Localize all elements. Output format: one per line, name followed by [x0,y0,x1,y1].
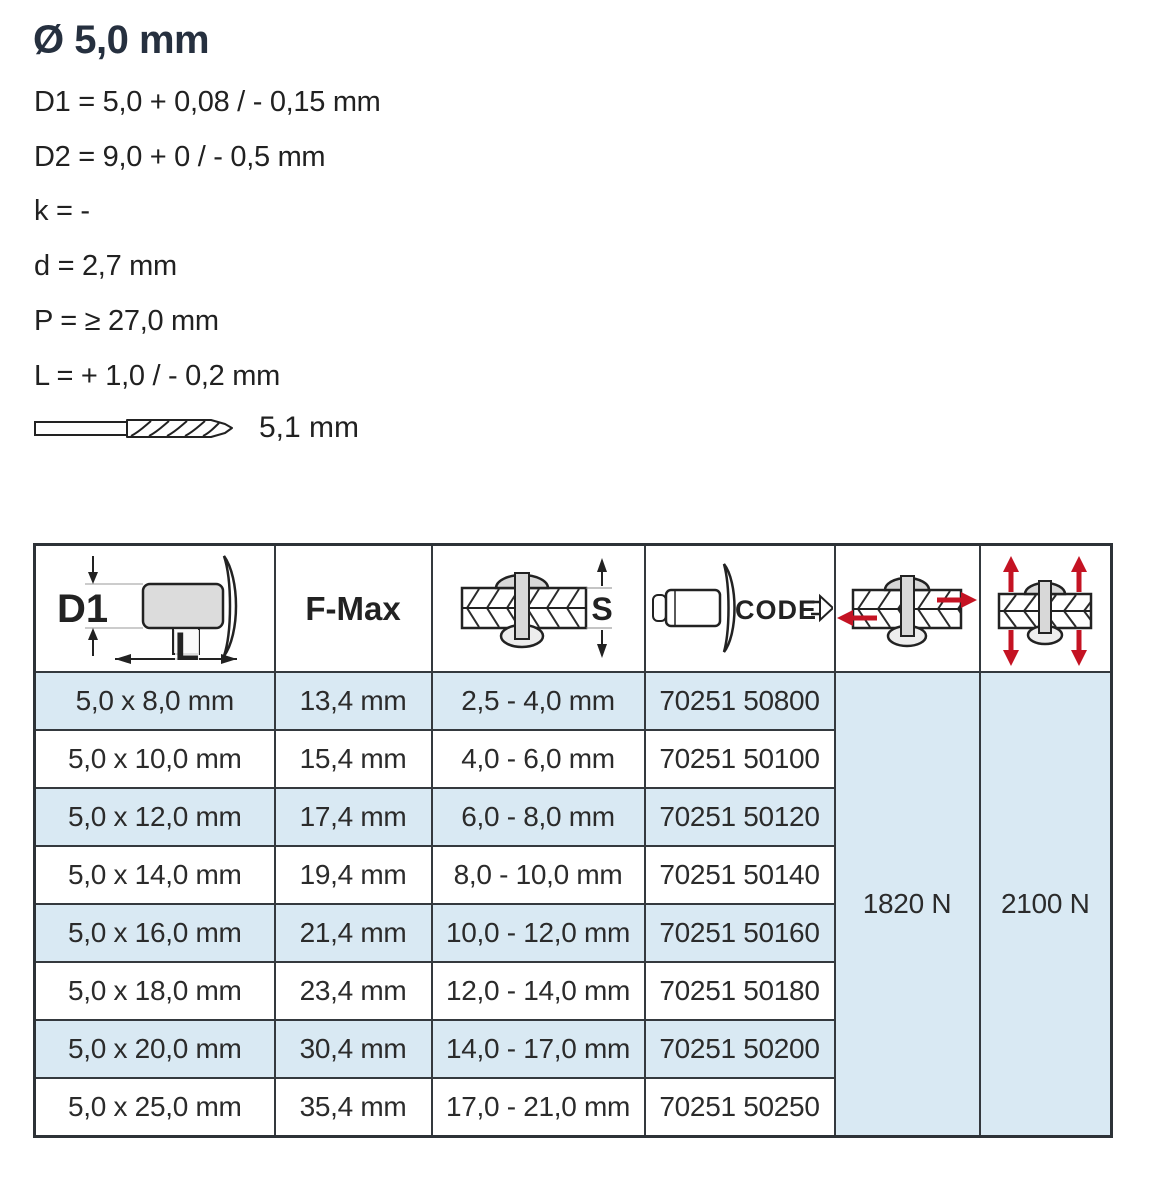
tensile-load-icon [981,546,1109,666]
spec-line-d: d = 2,7 mm [34,250,177,282]
cell-fmax: 13,4 mm [275,672,432,730]
fmax-label: F-Max [305,589,401,627]
header-grip-diagram [432,545,645,673]
cell-size: 5,0 x 25,0 mm [35,1078,275,1137]
cell-grip-range: 14,0 - 17,0 mm [432,1020,645,1078]
cell-fmax: 17,4 mm [275,788,432,846]
cell-grip-range: 6,0 - 8,0 mm [432,788,645,846]
cell-fmax: 15,4 mm [275,730,432,788]
cell-article-code: 70251 50160 [645,904,835,962]
cell-grip-range: 12,0 - 14,0 mm [432,962,645,1020]
header-code-diagram [645,545,835,673]
cell-size: 5,0 x 12,0 mm [35,788,275,846]
drill-diameter-value: 5,1 mm [259,411,360,444]
header-fmax [275,545,432,673]
article-code-icon [647,546,833,666]
page-title: Ø 5,0 mm [33,18,210,62]
cell-size: 5,0 x 16,0 mm [35,904,275,962]
cell-article-code: 70251 50180 [645,962,835,1020]
cell-article-code: 70251 50120 [645,788,835,846]
rivet-spec-table [33,543,1113,1138]
s-label: S [590,591,613,627]
d1-label: D1 [56,587,108,631]
cell-size: 5,0 x 14,0 mm [35,846,275,904]
spec-line-d2: D2 = 9,0 + 0 / - 0,5 mm [34,141,326,173]
table-row [35,672,1112,730]
header-tensile-icon [980,545,1112,673]
cell-grip-range: 17,0 - 21,0 mm [432,1078,645,1137]
cell-size: 5,0 x 18,0 mm [35,962,275,1020]
drill-size-row [33,404,359,452]
cell-article-code: 70251 50100 [645,730,835,788]
header-shear-icon [835,545,980,673]
cell-grip-range: 10,0 - 12,0 mm [432,904,645,962]
cell-article-code: 70251 50200 [645,1020,835,1078]
cell-grip-range: 8,0 - 10,0 mm [432,846,645,904]
cell-article-code: 70251 50140 [645,846,835,904]
header-size-diagram [35,545,275,673]
shear-strength-cell: 1820 N [835,672,980,1137]
cell-fmax: 30,4 mm [275,1020,432,1078]
rivet-dimensions-icon [37,546,273,666]
cell-size: 5,0 x 20,0 mm [35,1020,275,1078]
code-label: CODE [734,595,817,625]
cell-fmax: 35,4 mm [275,1078,432,1137]
cell-article-code: 70251 50800 [645,672,835,730]
cell-grip-range: 2,5 - 4,0 mm [432,672,645,730]
shear-load-icon [837,546,978,666]
cell-fmax: 23,4 mm [275,962,432,1020]
tensile-strength-cell: 2100 N [980,672,1112,1137]
drill-bit-icon [33,407,235,449]
l-label: L [174,625,199,666]
spec-line-d1: D1 = 5,0 + 0,08 / - 0,15 mm [34,86,381,118]
spec-line-k: k = - [34,195,90,227]
spec-line-p: P = ≥ 27,0 mm [34,305,219,337]
cell-size: 5,0 x 8,0 mm [35,672,275,730]
cell-grip-range: 4,0 - 6,0 mm [432,730,645,788]
grip-range-icon [434,546,643,666]
cell-fmax: 19,4 mm [275,846,432,904]
cell-fmax: 21,4 mm [275,904,432,962]
table-header-row [35,545,1112,673]
cell-size: 5,0 x 10,0 mm [35,730,275,788]
cell-article-code: 70251 50250 [645,1078,835,1137]
table-body [35,672,1112,1137]
spec-line-l: L = + 1,0 / - 0,2 mm [34,360,280,392]
